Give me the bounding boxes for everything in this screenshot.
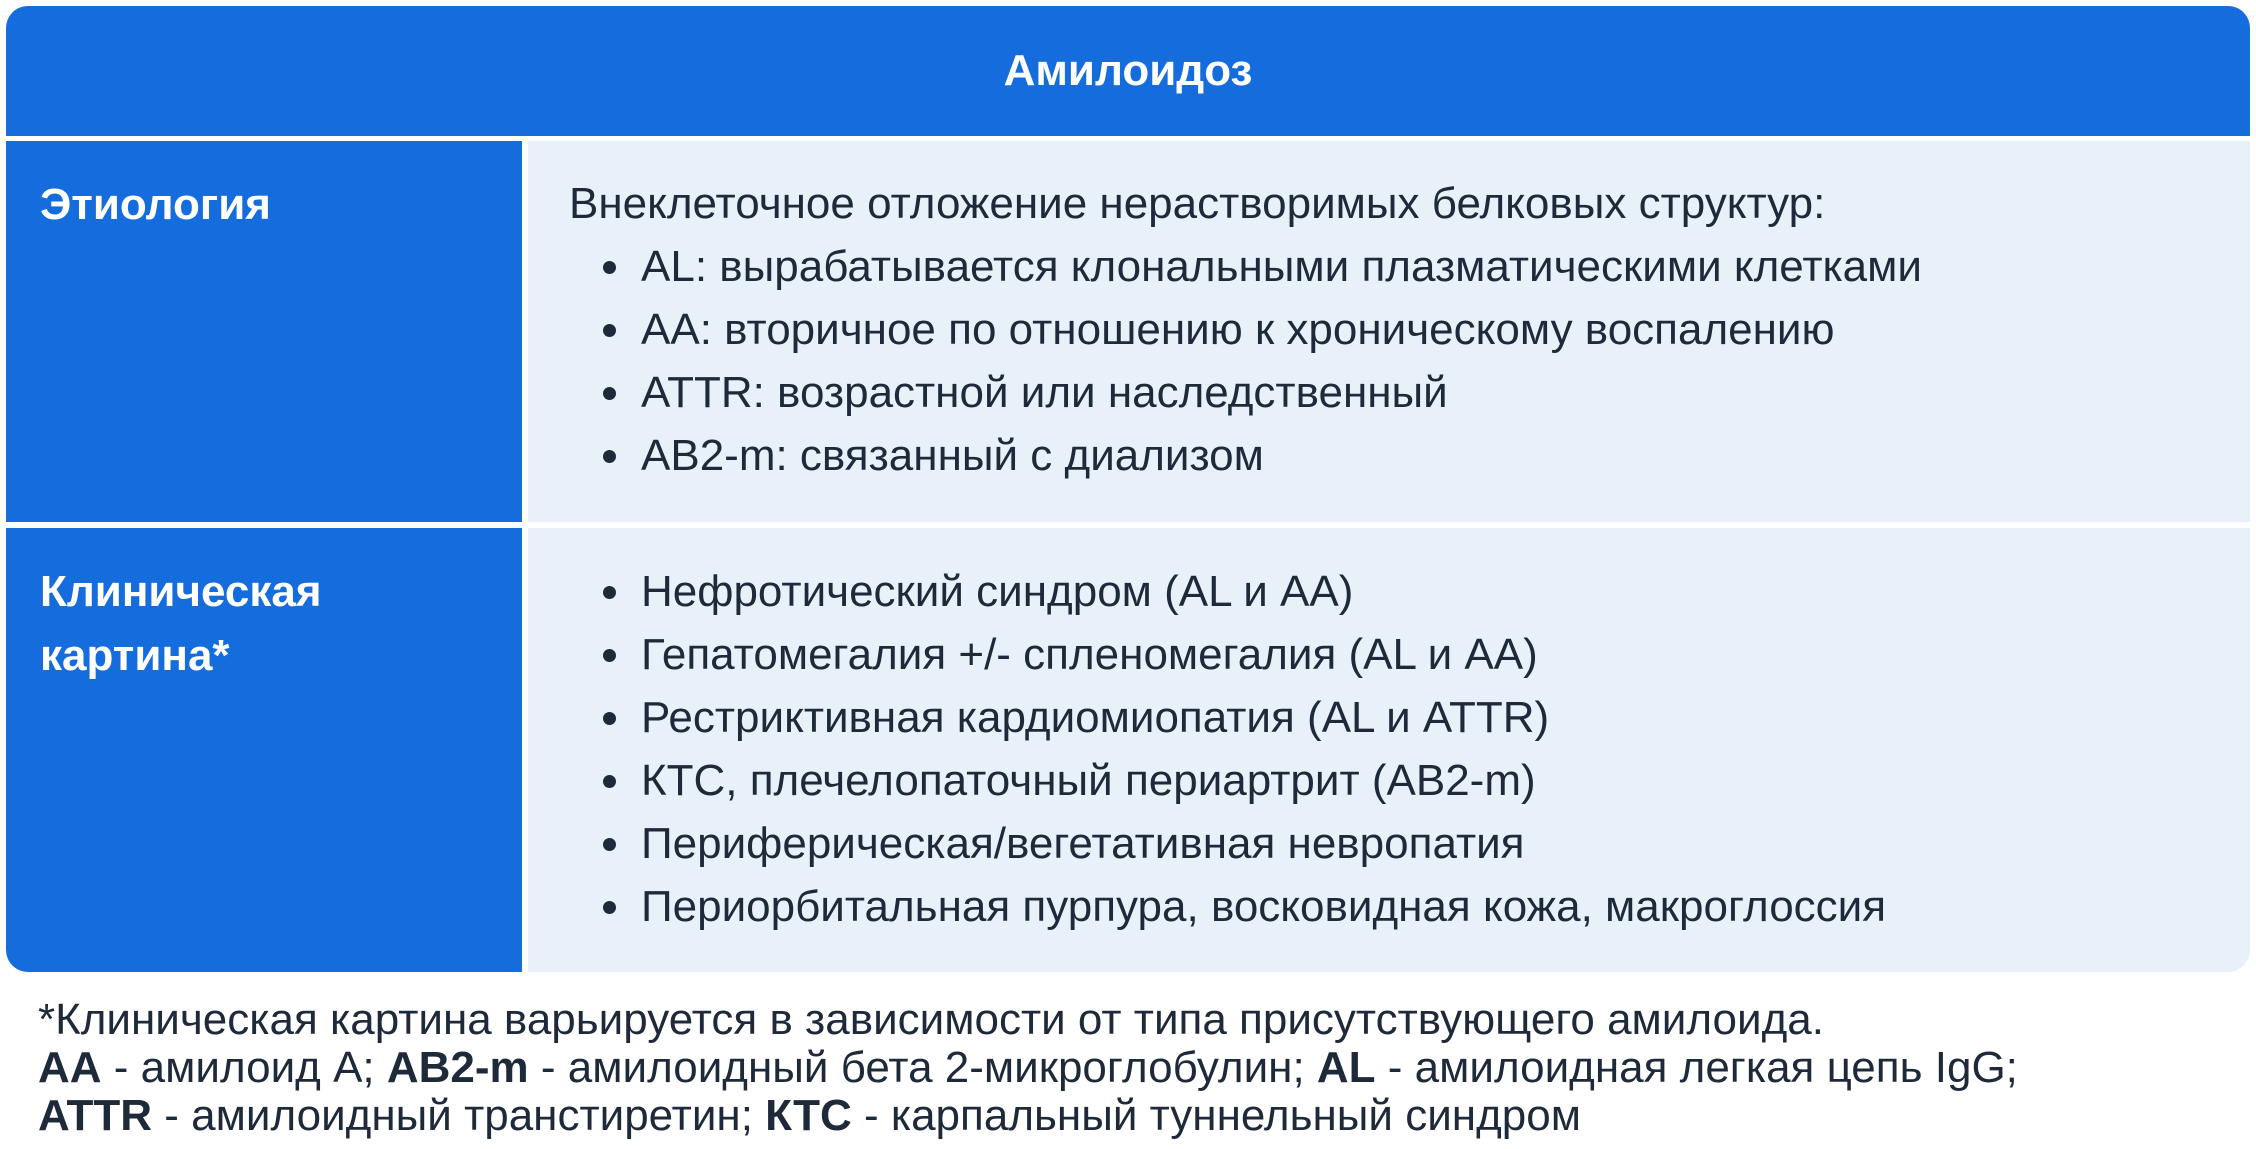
list-item-text: AA: вторичное по отношению к хроническому воспалению bbox=[641, 305, 1835, 354]
clinical-content bbox=[528, 528, 2250, 972]
footnote-line3 bbox=[38, 1092, 2238, 1140]
clinical-row bbox=[6, 528, 2250, 972]
bullet-dot-icon bbox=[603, 901, 616, 914]
clinical-label-line1: Клиническая bbox=[40, 567, 322, 616]
list-item bbox=[569, 298, 2250, 361]
abbr-term: AB2-m bbox=[386, 1043, 529, 1092]
list-item-text: AL: вырабатывается клональными плазматическими клетками bbox=[641, 242, 1922, 291]
bullet-dot-icon bbox=[603, 387, 616, 400]
bullet-dot-icon bbox=[603, 261, 616, 274]
etiology-row bbox=[6, 141, 2250, 522]
bullet-dot-icon bbox=[603, 649, 616, 662]
list-item-text: Рестриктивная кардиомиопатия (AL и ATTR) bbox=[641, 693, 1550, 742]
list-item-text: Нефротический синдром (AL и AA) bbox=[641, 567, 1354, 616]
abbr-definition: - амилоид A; bbox=[101, 1043, 387, 1092]
etiology-intro: Внеклеточное отложение нерастворимых белковых структур: bbox=[569, 179, 1826, 228]
list-item-text: Периферическая/вегетативная невропатия bbox=[641, 819, 1525, 868]
bullet-dot-icon bbox=[603, 324, 616, 337]
abbr-term: ATTR bbox=[38, 1091, 153, 1140]
abbr-definition: - амилоидный транстиретин; bbox=[152, 1091, 766, 1140]
amyloidosis-table bbox=[6, 6, 2250, 972]
list-item-text: ATTR: возрастной или наследственный bbox=[641, 368, 1448, 417]
bullet-dot-icon bbox=[603, 838, 616, 851]
abbr-term: КТС bbox=[765, 1091, 852, 1140]
list-item bbox=[569, 560, 2250, 623]
bullet-dot-icon bbox=[603, 450, 616, 463]
list-item-text: AB2-m: связанный с диализом bbox=[641, 431, 1264, 480]
abbr-definition: - карпальный туннельный синдром bbox=[851, 1091, 1581, 1140]
list-item bbox=[569, 623, 2250, 686]
clinical-list bbox=[569, 560, 2250, 938]
bullet-dot-icon bbox=[603, 586, 616, 599]
table-title: Амилоидоз bbox=[6, 6, 2250, 136]
list-item bbox=[569, 749, 2250, 812]
abbr-term: AL bbox=[1316, 1043, 1376, 1092]
list-item bbox=[569, 361, 2250, 424]
footnote-line2 bbox=[38, 1044, 2238, 1092]
bullet-dot-icon bbox=[603, 712, 616, 725]
list-item-text: Гепатомегалия +/- спленомегалия (AL и AA) bbox=[641, 630, 1538, 679]
bullet-dot-icon bbox=[603, 775, 616, 788]
etiology-list bbox=[569, 235, 2250, 487]
list-item bbox=[569, 875, 2250, 938]
list-item bbox=[569, 812, 2250, 875]
list-item-text: КТС, плечелопаточный периартрит (AB2-m) bbox=[641, 756, 1536, 805]
footnote-line1: *Клиническая картина варьируется в зависимости от типа присутствующего амилоида. bbox=[38, 995, 1824, 1044]
abbr-definition: - амилоидный бета 2-микроглобулин; bbox=[528, 1043, 1317, 1092]
abbr-definition: - амилоидная легкая цепь IgG; bbox=[1375, 1043, 2018, 1092]
list-item bbox=[569, 424, 2250, 487]
list-item bbox=[569, 235, 2250, 298]
clinical-label-line2: картина* bbox=[40, 631, 230, 680]
list-item bbox=[569, 686, 2250, 749]
list-item-text: Периорбитальная пурпура, восковидная кожа, макроглоссия bbox=[641, 882, 1887, 931]
etiology-label: Этиология bbox=[6, 141, 522, 522]
abbr-term: AA bbox=[38, 1043, 102, 1092]
etiology-content bbox=[528, 141, 2250, 522]
clinical-label bbox=[6, 528, 522, 972]
footnote bbox=[38, 996, 2238, 1140]
